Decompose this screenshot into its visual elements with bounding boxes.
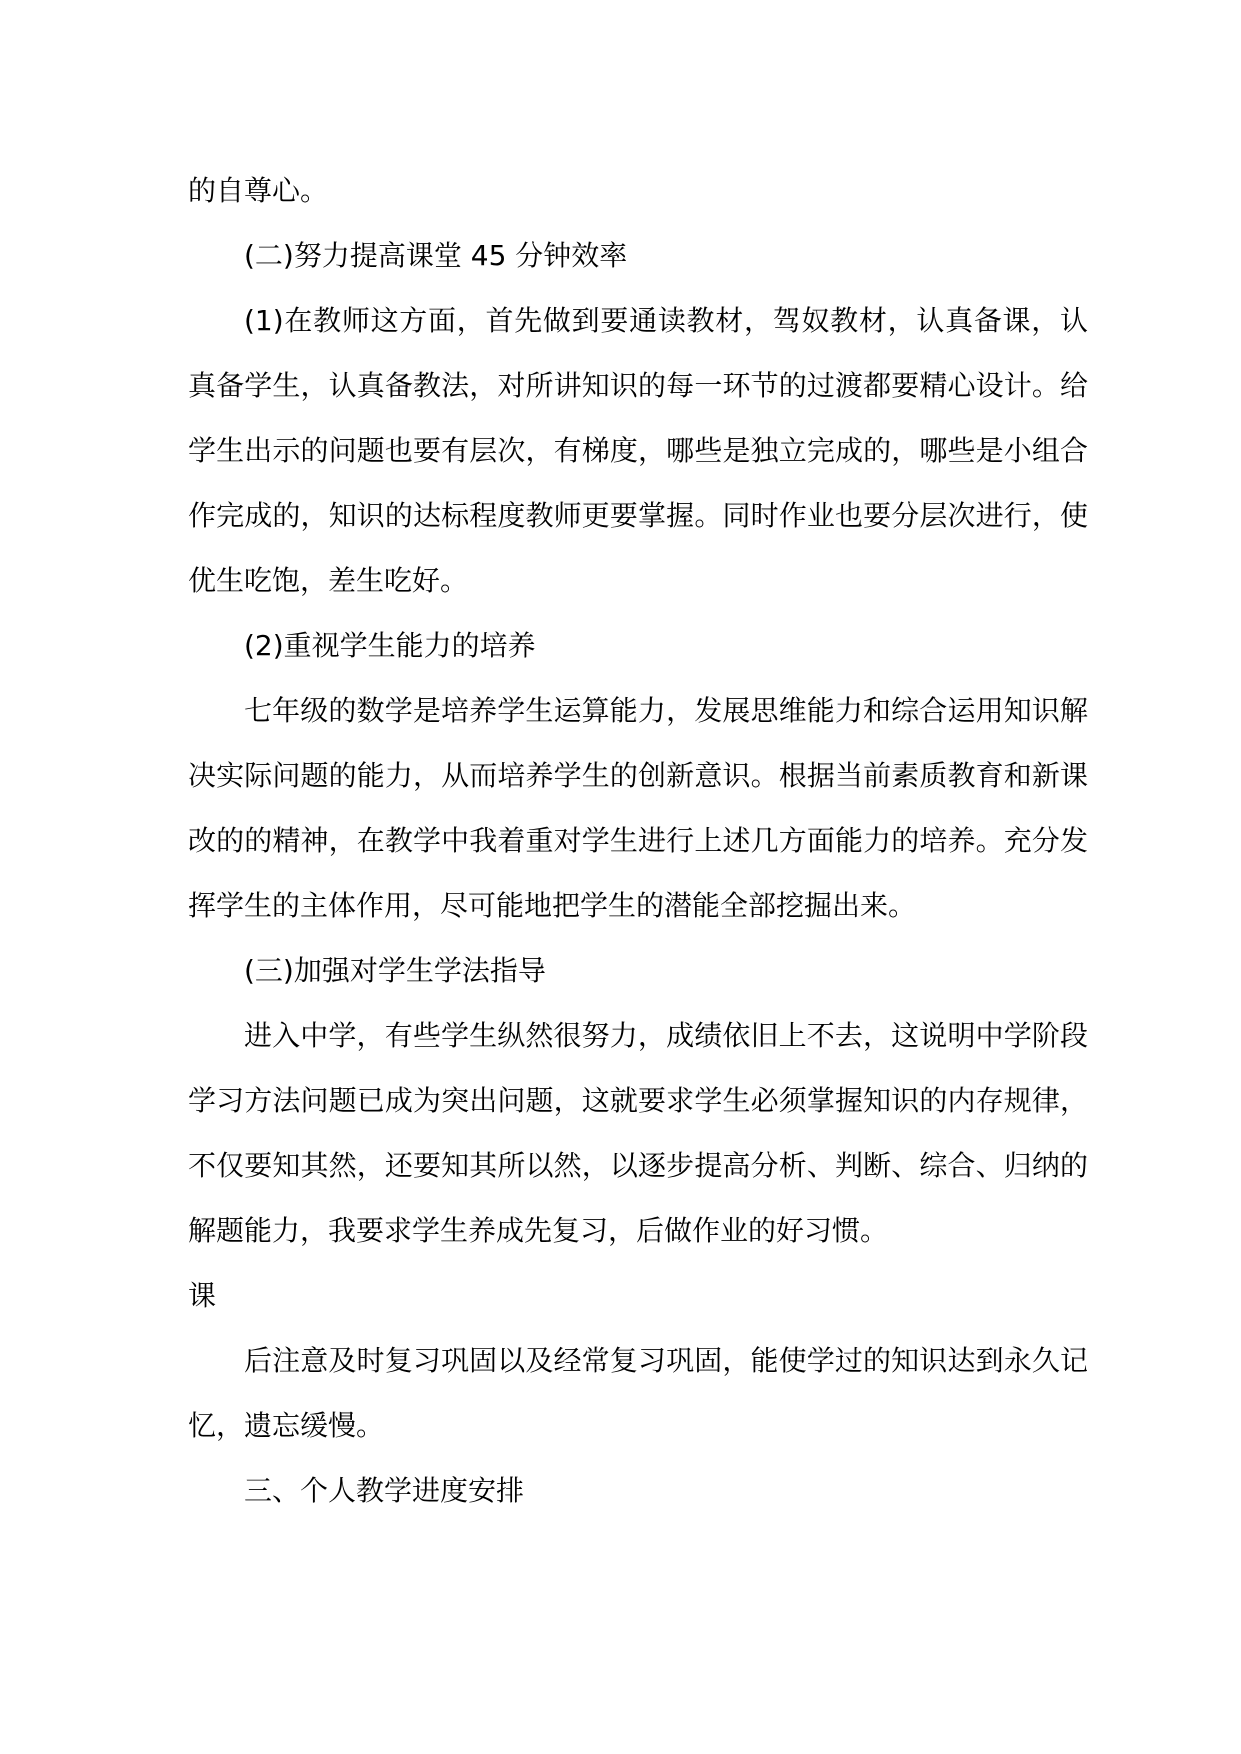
paragraph-continuation: 的自尊心。 (188, 174, 329, 207)
section-heading-classroom-efficiency: (二)努力提高课堂 45 分钟效率 (244, 239, 628, 272)
document-body (188, 158, 1088, 1523)
paragraph-review: 后注意及时复习巩固以及经常复习巩固，能使学过的知识达到永久记忆，遗忘缓慢。 (188, 1344, 1088, 1442)
paragraph-ability-training: 七年级的数学是培养学生运算能力，发展思维能力和综合运用知识解决实际问题的能力，从而培养学生的创新意识。根据当前素质教育和新课改的的精神，在教学中我着重对学生进行上述几方面能力的培养。充分发挥学生的主体作用，尽可能地把学生的潜能全部挖掘出来。 (188, 694, 1088, 922)
subheading-ability-training: (2)重视学生能力的培养 (244, 629, 536, 662)
paragraph-teacher-preparation: (1)在教师这方面，首先做到要通读教材，驾奴教材，认真备课，认真备学生，认真备教法，对所讲知识的每一环节的过渡都要精心设计。给学生出示的问题也要有层次，有梯度，哪些是独立完成的，哪些是小组合作完成的，知识的达标程度教师更要掌握。同时作业也要分层次进行，使优生吃饱，差生吃好。 (188, 304, 1088, 597)
paragraph-fragment: 课 (188, 1279, 217, 1312)
paragraph-study-methods: 进入中学，有些学生纵然很努力，成绩依旧上不去，这说明中学阶段学习方法问题已成为突出问题，这就要求学生必须掌握知识的内存规律，不仅要知其然，还要知其所以然，以逐步提高分析、判断、综合、归纳的解题能力，我要求学生养成先复习，后做作业的好习惯。 (188, 1019, 1088, 1247)
section-heading-study-methods: (三)加强对学生学法指导 (244, 954, 546, 987)
section-heading-schedule: 三、个人教学进度安排 (244, 1474, 525, 1507)
